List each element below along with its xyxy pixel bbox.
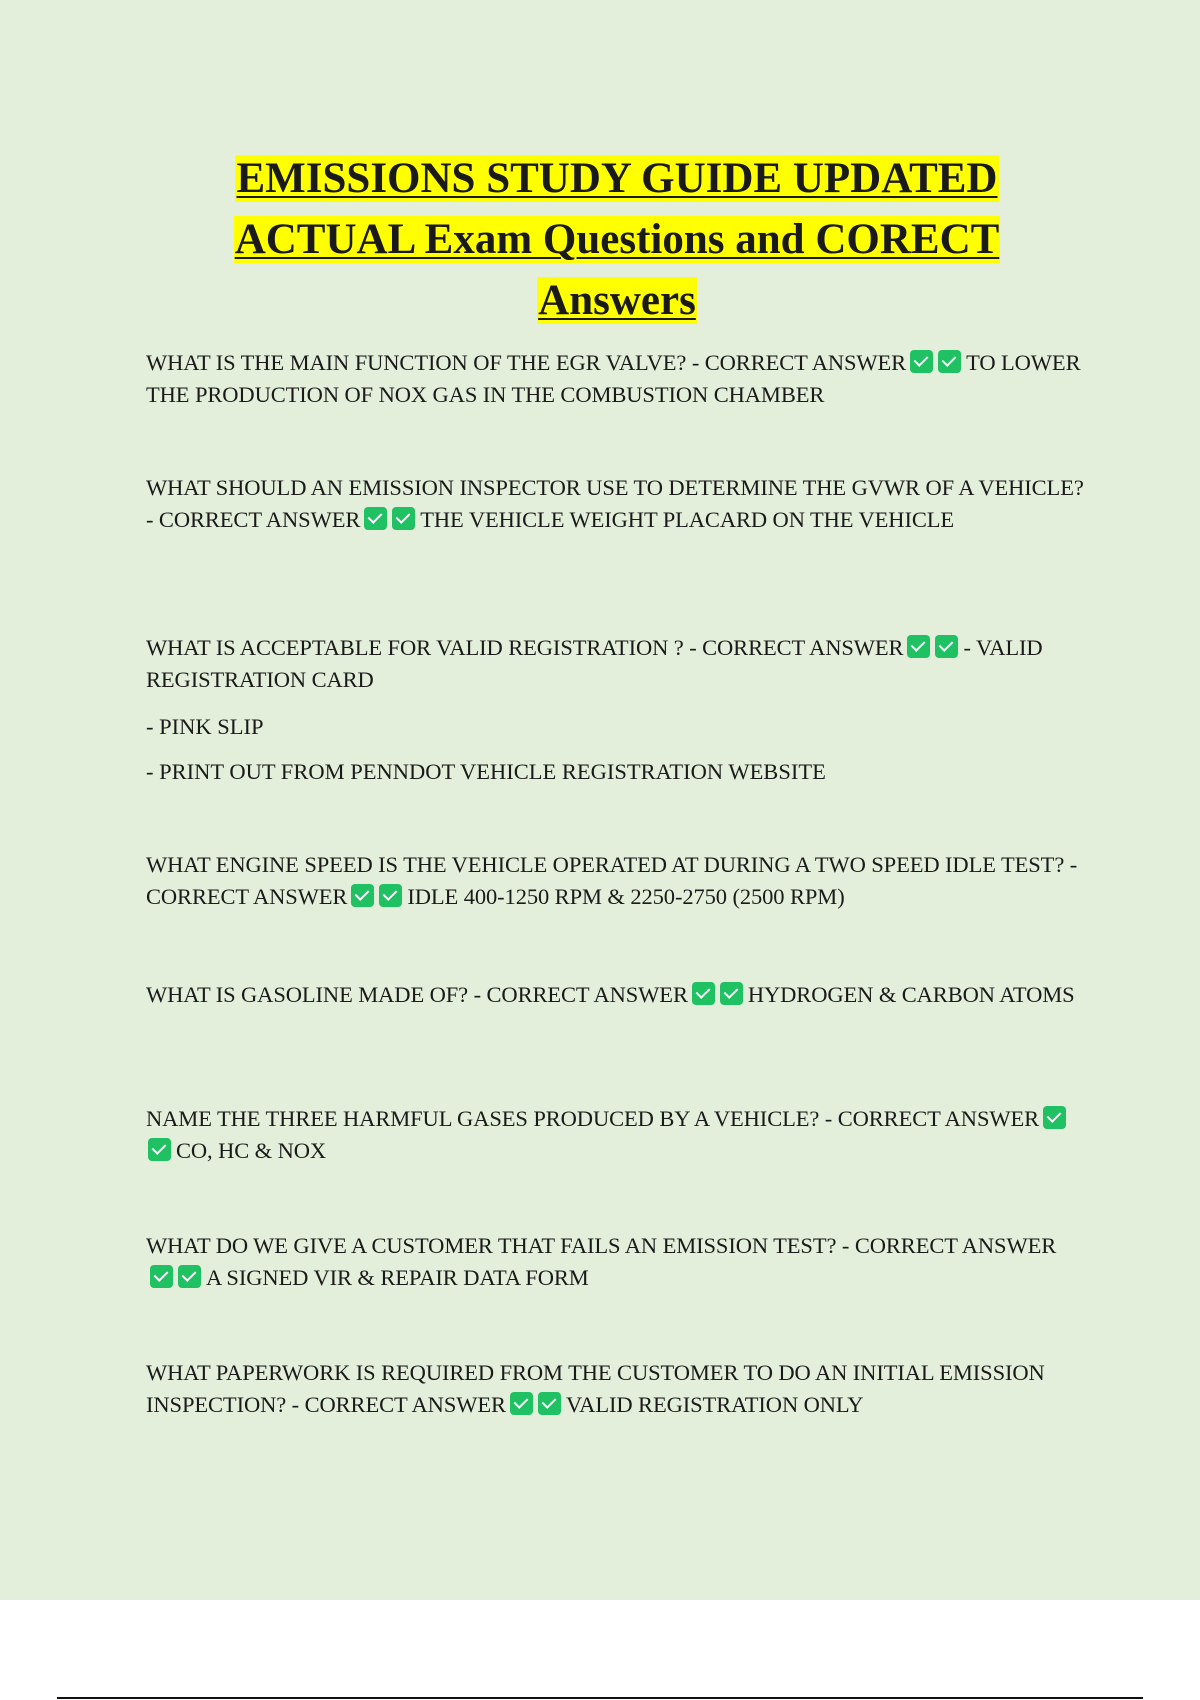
question-text: WHAT PAPERWORK IS REQUIRED FROM THE CUSTOMER TO DO AN INITIAL EMISSION INSPECTION? - CORRECT ANSWER [146, 1360, 1045, 1417]
footer-divider [57, 1697, 1143, 1699]
check-mark-icon [510, 1392, 533, 1415]
check-mark-icon [938, 350, 961, 373]
check-mark-icon [935, 635, 958, 658]
list-item: - PINK SLIP [146, 714, 264, 739]
check-mark-icon [379, 884, 402, 907]
check-mark-icon [1043, 1106, 1066, 1129]
check-mark-icon [148, 1138, 171, 1161]
check-mark-icon [178, 1265, 201, 1288]
question-text: WHAT IS GASOLINE MADE OF? - CORRECT ANSWER [146, 982, 688, 1007]
check-pair [905, 635, 961, 660]
check-pair [690, 982, 746, 1007]
question-text: WHAT ENGINE SPEED IS THE VEHICLE OPERATED AT DURING A TWO SPEED IDLE TEST? - CORRECT ANSWER [146, 852, 1078, 909]
question-text: WHAT IS THE MAIN FUNCTION OF THE EGR VALVE? - CORRECT ANSWER [146, 350, 907, 375]
question-text: WHAT IS ACCEPTABLE FOR VALID REGISTRATION ? - CORRECT ANSWER [146, 635, 904, 660]
qa-item [146, 347, 1086, 411]
check-pair [148, 1265, 204, 1290]
check-pair [349, 884, 405, 909]
qa-item [146, 979, 1086, 1011]
title-line-2: ACTUAL Exam Questions and CORECT [234, 216, 1000, 263]
check-mark-icon [910, 350, 933, 373]
title-line-3: Answers [538, 277, 696, 324]
document-title [140, 148, 1094, 331]
qa-item [146, 1103, 1086, 1167]
check-mark-icon [692, 982, 715, 1005]
answer-text: IDLE 400-1250 RPM & 2250-2750 (2500 RPM) [407, 884, 845, 909]
check-mark-icon [364, 507, 387, 530]
check-pair [908, 350, 964, 375]
qa-item [146, 472, 1086, 536]
answer-text: THE VEHICLE WEIGHT PLACARD ON THE VEHICLE [420, 507, 955, 532]
check-mark-icon [907, 635, 930, 658]
title-line-1: EMISSIONS STUDY GUIDE UPDATED [236, 155, 998, 202]
check-mark-icon [351, 884, 374, 907]
qa-item [146, 1230, 1086, 1294]
check-mark-icon [538, 1392, 561, 1415]
check-pair [508, 1392, 564, 1417]
answer-text: HYDROGEN & CARBON ATOMS [747, 982, 1075, 1007]
check-mark-icon [150, 1265, 173, 1288]
answer-text: TO LOWER THE PRODUCTION OF NOX GAS IN THE COMBUSTION CHAMBER [146, 350, 1081, 407]
check-mark-icon [720, 982, 743, 1005]
question-text: NAME THE THREE HARMFUL GASES PRODUCED BY A VEHICLE? - CORRECT ANSWER [146, 1106, 1040, 1131]
question-text: WHAT SHOULD AN EMISSION INSPECTOR USE TO DETERMINE THE GVWR OF A VEHICLE? - CORRECT ANSWER [146, 475, 1084, 532]
answer-text: A SIGNED VIR & REPAIR DATA FORM [206, 1265, 589, 1290]
answer-text: VALID REGISTRATION ONLY [565, 1392, 864, 1417]
qa-item [146, 849, 1086, 913]
check-mark-icon [392, 507, 415, 530]
list-item: - PRINT OUT FROM PENNDOT VEHICLE REGISTRATION WEBSITE [146, 759, 826, 784]
answer-text: - VALID REGISTRATION CARD [146, 635, 1043, 692]
answer-text: CO, HC & NOX [176, 1138, 327, 1163]
qa-item [146, 1357, 1086, 1421]
question-text: WHAT DO WE GIVE A CUSTOMER THAT FAILS AN EMISSION TEST? - CORRECT ANSWER [146, 1233, 1057, 1258]
qa-item [146, 632, 1086, 696]
check-pair [362, 507, 418, 532]
